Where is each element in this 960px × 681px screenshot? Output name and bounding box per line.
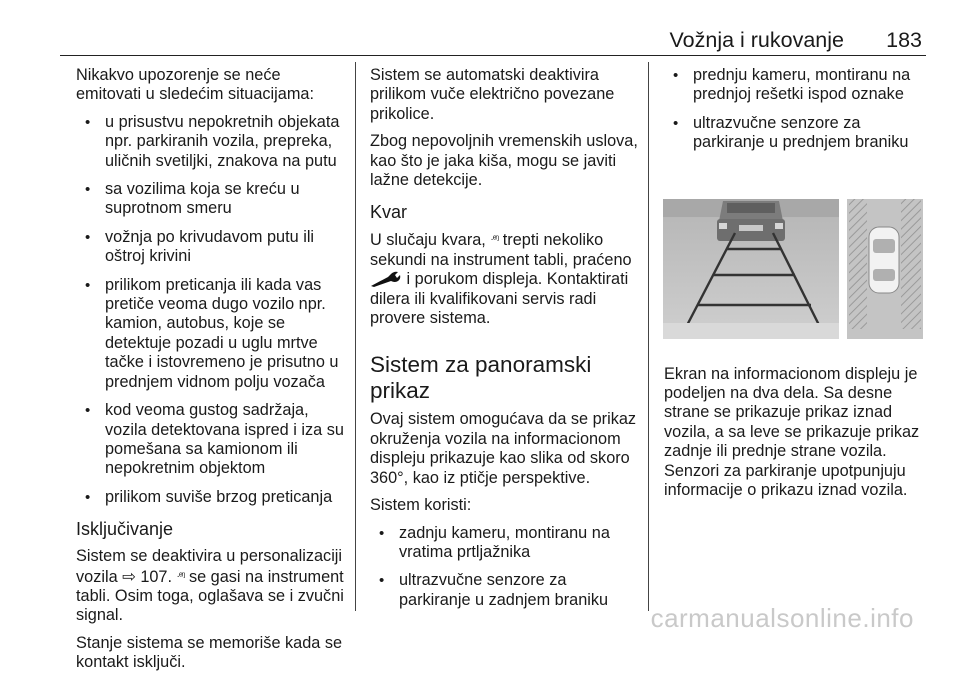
wrench-icon [370, 271, 402, 287]
paragraph: Sistem se automatski deaktivira prilikom vuče električno povezane prikolice. [370, 66, 615, 123]
watermark: carmanualsonline.info [650, 603, 914, 633]
section-heading-panoramic: Sistem za panoramski prikaz [370, 352, 592, 404]
paragraph: Ovaj sistem omogućava da se prikaz okruženja vozila na informacionom displeju prikazuje kao slika od skoro 360°, kao iz ptičje perspektive. [370, 410, 637, 487]
paragraph: Zbog nepovoljnih vremenskih uslova, kao što je jaka kiša, mogu se javiti lažne detekcije. [370, 132, 638, 190]
column-left [76, 66, 346, 681]
section-heading-fault: Kvar [370, 202, 408, 223]
blind-spot-icon: ·ᵉᵑ [176, 570, 185, 582]
section-heading-deactivation: Isključivanje [76, 519, 174, 540]
reference-link[interactable]: ⇨ 107. [122, 567, 177, 586]
car-top-view-graphic [869, 227, 899, 293]
column-divider [355, 62, 356, 611]
blind-spot-icon: ·ᵉᵑ [490, 234, 499, 246]
list-item: • ultrazvučne senzore za parkiranje u zadnjem braniku [370, 571, 638, 610]
list-item: • zadnju kameru, montiranu na vratima prtljažnika [370, 524, 638, 563]
paragraph: Sistem se deaktivira u personalizaciji vozila ⇨ 107. ·ᵉᵑ se gasi na instrument tabli. Osim toga, oglašava se i zvučni signal. [76, 547, 344, 625]
column-divider [648, 62, 649, 611]
paragraph: U slučaju kvara, ·ᵉᵑ trepti nekoliko sekundi na instrument tabli, praćeno i porukom displeja. Kontaktirati dilera ili kvalifikovani servis radi provere sistema. [370, 231, 632, 328]
intro-text: Nikakvo upozorenje se neće emitovati u sledećim situacijama: [76, 66, 314, 104]
column-right [664, 66, 926, 508]
list-item: • prilikom preticanja ili kada vas pretiče veoma dugo vozilo npr. kamion, autobus, koje se detektuje pozadi u uglu mrtve tačke i istovremeno je prisutno u prednjem vidnom polju vozača [76, 276, 346, 392]
no-warning-list [76, 113, 346, 507]
list-item: • vožnja po krivudavom putu ili oštroj krivini [76, 228, 346, 267]
column-middle [370, 66, 638, 619]
page-number: 183 [886, 28, 922, 52]
system-uses-list-cont [664, 66, 926, 153]
camera-display-image [661, 163, 925, 347]
list-item: • ultrazvučne senzore za parkiranje u prednjem braniku [664, 114, 926, 153]
list-item: • sa vozilima koja se kreću u suprotnom smeru [76, 180, 346, 219]
paragraph: Stanje sistema se memoriše kada se kontakt isključi. [76, 633, 343, 672]
list-item: • kod veoma gustog sadržaja, vozila detektovana ispred i iza su pomešana sa kamionom ili nepokretnim objektom [76, 401, 346, 479]
paragraph: Sistem koristi: [370, 496, 472, 515]
system-uses-list [370, 524, 638, 611]
panoramic-view-illustration [661, 163, 925, 347]
list-item: • u prisustvu nepokretnih objekata npr. parkiranih vozila, prepreka, uličnih svetiljki, znakova na putu [76, 113, 346, 171]
list-item: • prilikom suviše brzog preticanja [76, 488, 346, 507]
page-title: Vožnja i rukovanje [669, 28, 844, 52]
page-header [60, 25, 926, 56]
paragraph: Ekran na informacionom displeju je podeljen na dva dela. Sa desne strane se prikazuje prikaz iznad vozila, a sa leve se prikazuje prikaz zadnje ili prednje strane vozila. Senzori za parkiranje upotpunjuju informacije o prikazu iznad vozila. [664, 364, 920, 500]
list-item: • prednju kameru, montiranu na prednjoj rešetki ispod oznake [664, 66, 926, 105]
